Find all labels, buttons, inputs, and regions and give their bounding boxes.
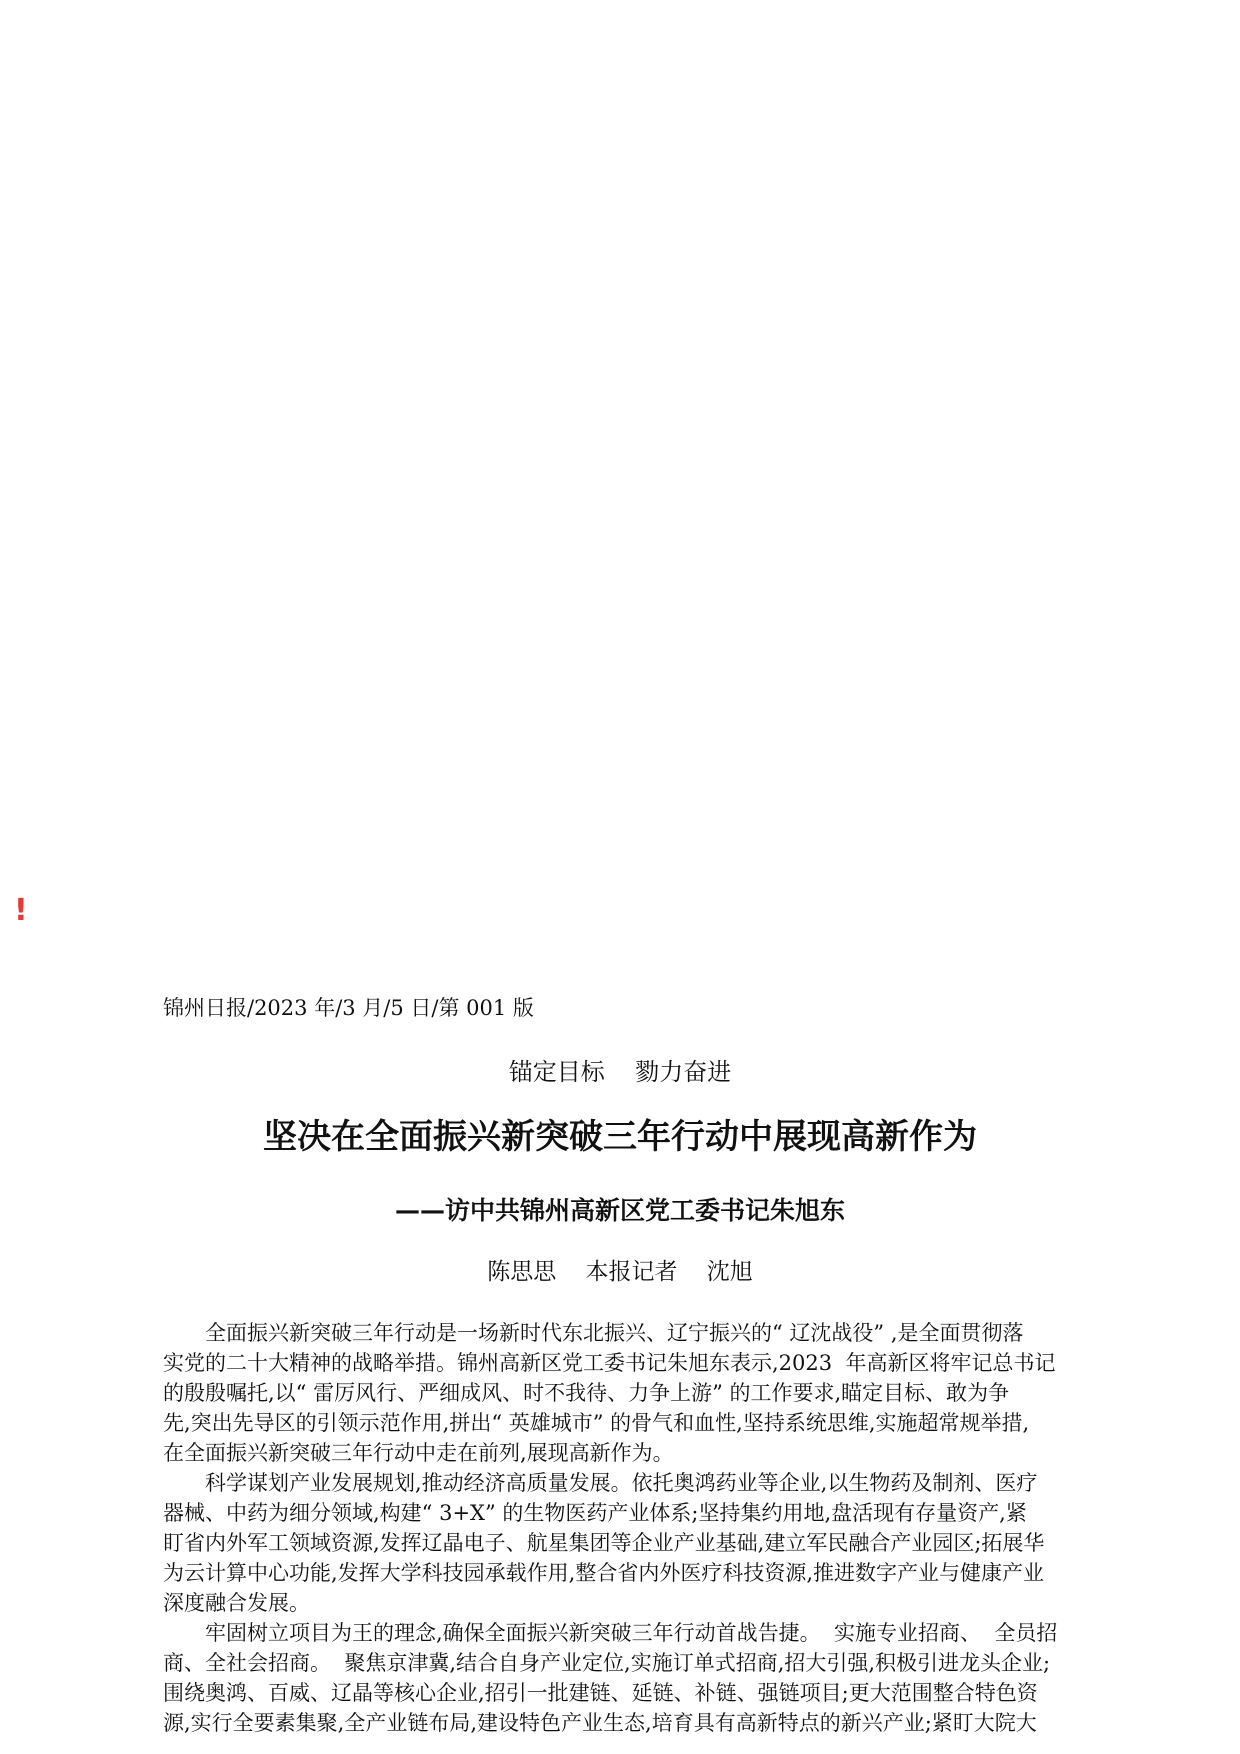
source-line: 锦州日报/2023 年/3 月/5 日/第 001 版 xyxy=(163,996,534,1020)
headline: 坚决在全面振兴新突破三年行动中展现高新作为 xyxy=(263,1117,977,1157)
paragraph-line: 深度融合发展。 xyxy=(163,1591,310,1615)
paragraph-line: 科学谋划产业发展规划,推动经济高质量发展。依托奥鸿药业等企业,以生物药及制剂、医疗 xyxy=(205,1471,1038,1495)
kicker-title: 锚定目标 勠力奋进 xyxy=(508,1058,732,1086)
paragraph-3 xyxy=(163,1618,1083,1738)
paragraph-line: 商、全社会招商。 聚焦京津冀,结合自身产业定位,实施订单式招商,招大引强,积极引进龙头企业; xyxy=(163,1651,1051,1675)
paragraph-line: 实党的二十大精神的战略举措。锦州高新区党工委书记朱旭东表示,2023 年高新区将牢记总书记 xyxy=(163,1351,1056,1375)
paragraph-line: 为云计算中心功能,发挥大学科技园承载作用,整合省内外医疗科技资源,推进数字产业与健康产业 xyxy=(163,1561,1045,1585)
paragraph-line: 先,突出先导区的引领示范作用,拼出“ 英雄城市” 的骨气和血性,坚持系统思维,实施超常规举措, xyxy=(163,1411,1030,1435)
byline: 陈思思 本报记者 沈旭 xyxy=(487,1259,753,1285)
paragraph-2 xyxy=(163,1468,1083,1618)
paragraph-line: 的殷殷嘱托,以“ 雷厉风行、严细成风、时不我待、力争上游” 的工作要求,瞄定目标、敢为争 xyxy=(163,1381,1010,1405)
paragraph-line: 器械、中药为细分领域,构建“ 3+X” 的生物医药产业体系;坚持集约用地,盘活现有存量资产,紧 xyxy=(163,1501,1027,1525)
paragraph-line: 围绕奥鸿、百威、辽晶等核心企业,招引一批建链、延链、补链、强链项目;更大范围整合特色资 xyxy=(163,1681,1038,1705)
paragraph-line: 在全面振兴新突破三年行动中走在前列,展现高新作为。 xyxy=(163,1441,674,1465)
article-body xyxy=(163,1318,1083,1738)
paragraph-line: 牢固树立项目为王的理念,确保全面振兴新突破三年行动首战告捷。 实施专业招商、 全员招 xyxy=(205,1621,1058,1645)
paragraph-line: 源,实行全要素集聚,全产业链布局,建设特色产业生态,培育具有高新特点的新兴产业;紧盯大院大 xyxy=(163,1711,1037,1735)
subheadline: ——访中共锦州高新区党工委书记朱旭东 xyxy=(394,1196,845,1225)
paragraph-1 xyxy=(163,1318,1083,1468)
exclamation-mark: ! xyxy=(14,893,28,928)
paragraph-line: 全面振兴新突破三年行动是一场新时代东北振兴、辽宁振兴的“ 辽沈战役” ,是全面贯彻落 xyxy=(205,1321,1024,1345)
paragraph-line: 盯省内外军工领域资源,发挥辽晶电子、航星集团等企业产业基础,建立军民融合产业园区;拓展华 xyxy=(163,1531,1045,1555)
